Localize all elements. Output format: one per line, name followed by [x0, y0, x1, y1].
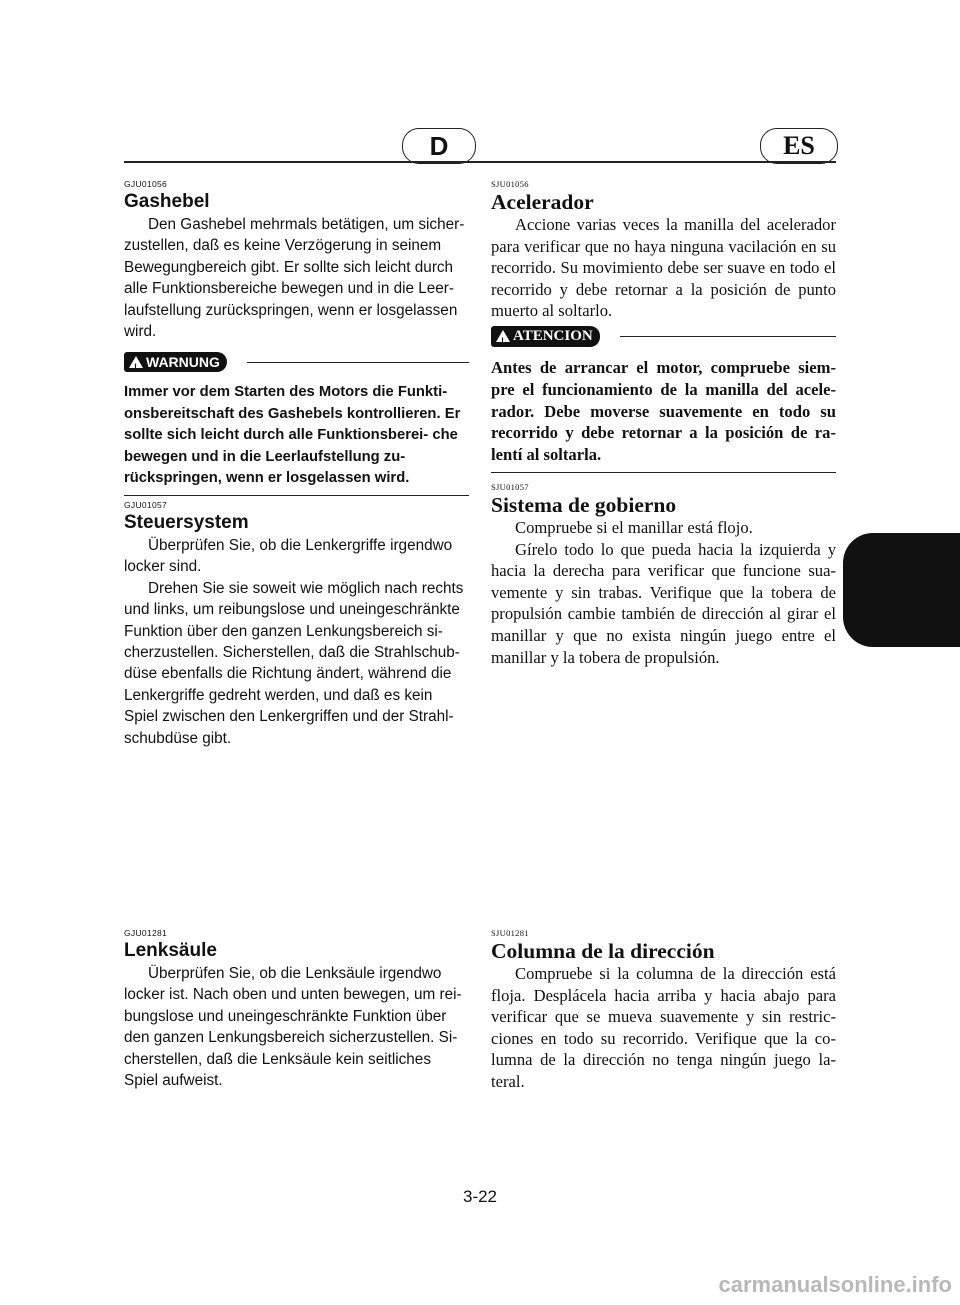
chapter-tab [843, 533, 960, 647]
warning-text: Immer vor dem Starten des Motors die Funkti- onsbereitschaft des Gashebels kontrollieren. Er sollte sich leicht durch alle Funktionsberei- che bewegen und in die Leerlaufstellung zu- rückspringen, wenn er losgelassen wird. [124, 382, 469, 496]
header-rule [124, 161, 836, 163]
warning-header [491, 326, 836, 347]
section-body: Überprüfen Sie, ob die Lenksäule irgendwo locker ist. Nach oben und unten bewegen, um rei- bungslose und uneingeschränkte Funktion über den ganzen Lenkungsbereich sicherzustellen. Si- cherstellen, daß die Lenksäule kein seitliches Spiel aufweist. [124, 965, 462, 1090]
watermark: carmanualsonline.info [718, 1272, 952, 1297]
section-code: SJU01056 [491, 179, 529, 189]
spanish-section-gobierno [491, 481, 836, 668]
warning-rule [247, 362, 469, 363]
section-code: GJU01057 [124, 500, 168, 510]
warning-icon [129, 356, 143, 368]
section-title: Gashebel [124, 191, 210, 212]
section-body: Accione varias veces la manilla del acelerador para verificar que no haya ninguna vacilación en su recorrido. Su movimiento debe ser suave en todo el recorrido y debe retornar a la posición de punto muerto al soltarlo. [491, 215, 836, 321]
german-section-lenksaeule [124, 927, 469, 1091]
german-section-gashebel [124, 178, 469, 496]
section-code: SJU01057 [491, 482, 529, 492]
section-code: SJU01281 [491, 928, 529, 938]
warning-badge [491, 326, 600, 347]
section-body: Compruebe si la columna de la dirección está floja. Desplácela hacia arriba y hacia abajo para verificar que se mueva suavemente y sin restric- ciones en todo su recorrido. Verifique que la co- lumna de la dirección no tenga ningún juego la- teral. [491, 964, 836, 1091]
warning-icon [496, 330, 510, 342]
section-title: Acelerador [491, 190, 594, 214]
warning-header [124, 352, 469, 372]
page-number: 3-22 [462, 1187, 498, 1206]
section-code: GJU01056 [124, 179, 168, 189]
lang-badge-spanish: ES [760, 128, 838, 164]
section-code: GJU01281 [124, 928, 168, 938]
section-title: Steuersystem [124, 512, 249, 533]
spanish-section-columna [491, 927, 836, 1093]
warning-rule [620, 336, 836, 337]
section-paragraph: Überprüfen Sie, ob die Lenkergriffe irgendwo locker sind. [124, 537, 453, 576]
warning-text: Antes de arrancar el motor, compruebe siem- pre el funcionamiento de la manilla del acele- rador. Debe moverse suavemente en todo su recorrido y debe retornar a la posición de ra- lentí al soltarla. [491, 357, 836, 473]
section-paragraph: Compruebe si el manillar está flojo. [515, 518, 753, 537]
warning-label: ATENCION [513, 327, 593, 344]
section-paragraph: Drehen Sie sie soweit wie möglich nach rechts und links, um reibungslose und uneingeschränkte Funktion über den ganzen Lenkungsbereich si- cherzustellen. Sicherstellen, daß die Strahlschub- düse ebenfalls die Richtung ändert, während die Lenkergriffe gedreht werden, und daß es kein Spiel zwischen den Lenkergriffen und der Strahl- schubdüse gibt. [124, 579, 464, 747]
section-title: Columna de la dirección [491, 939, 715, 963]
section-body: Den Gashebel mehrmals betätigen, um sicher- zustellen, daß es keine Verzögerung in seinem Bewegungbereich gibt. Er sollte sich leicht durch alle Funktionsbereiche bewegen und in die Leer- laufstellung zurückspringen, wenn er losgelassen wird. [124, 216, 465, 341]
spanish-section-acelerador [491, 178, 836, 473]
lang-badge-german: D [402, 128, 476, 164]
section-title: Sistema de gobierno [491, 493, 677, 517]
warning-label: WARNUNG [146, 353, 220, 370]
german-section-steuersystem [124, 499, 469, 749]
section-paragraph: Gírelo todo lo que pueda hacia la izquierda y hacia la derecha para verificar que funcione sua- vemente y sin trabas. Verifique que la tobera de propulsión cambie también de dirección al girar el manillar y que no exista ningún juego entre el manillar y la tobera de propulsión. [491, 539, 836, 667]
warning-badge [124, 352, 227, 372]
section-title: Lenksäule [124, 940, 217, 961]
